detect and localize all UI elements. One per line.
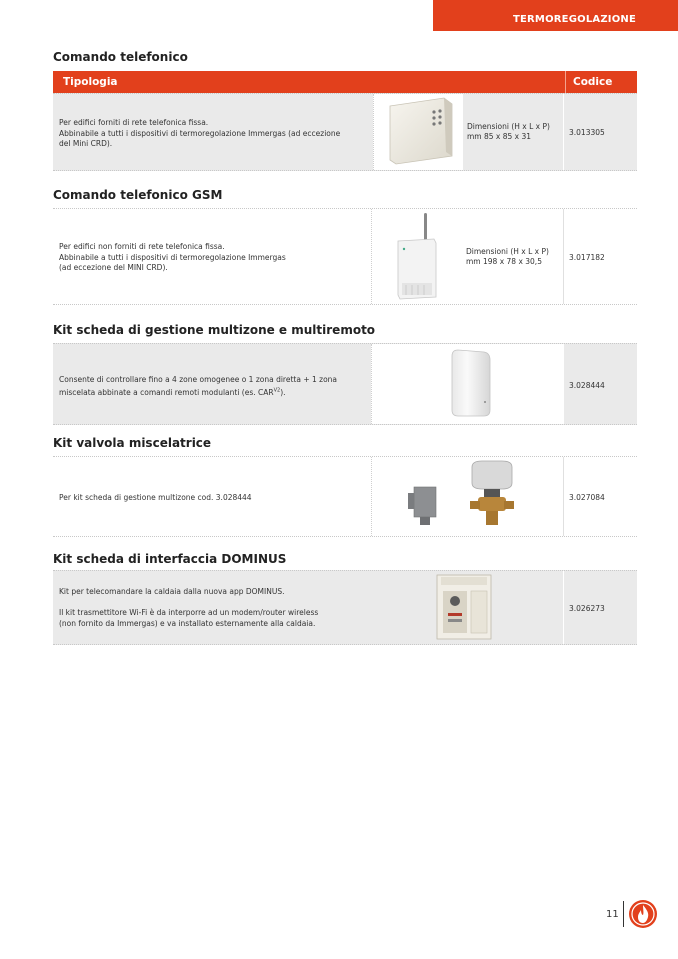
product-row-comando-gsm <box>53 208 637 305</box>
product-row-kit-valvola <box>53 456 637 537</box>
product-image-cell <box>371 344 563 424</box>
product-code: 3.027084 <box>569 493 605 502</box>
product-code: 3.026273 <box>569 604 605 613</box>
table-header <box>53 71 637 93</box>
product-description-text: Consente di controllare fino a 4 zone omogenee o 1 zona diretta + 1 zona miscelata abbinate a comandi remoti modulanti (es. $CAR^{V2}$). <box>59 375 338 397</box>
header-divider <box>565 71 566 93</box>
product-description: Kit per telecomandare la caldaia dalla nuova app DOMINUS. Il kit trasmettitore Wi-Fi è da interporre ad un modem/router wireless (non fornito da Immergas) e va installato esternamente alla caldaia. <box>59 587 319 628</box>
product-image-cell <box>371 571 563 644</box>
product-description: Per edifici forniti di rete telefonica fissa. Abbinabile a tutti i dispositivi di termoregolazione Immergas (ad eccezione del Mini CRD). <box>59 118 341 148</box>
header-tipologia: Tipologia <box>63 76 118 88</box>
product-description: Per edifici non forniti di rete telefonica fissa. Abbinabile a tutti i dispositivi di termoregolazione Immergas (ad eccezione del MINI CRD). <box>59 242 286 272</box>
header-codice: Codice <box>573 76 613 88</box>
column-divider <box>563 94 564 170</box>
page-number: 11 <box>606 909 619 920</box>
footer-divider <box>623 901 624 927</box>
dominus-interface-board-image <box>371 571 563 644</box>
column-divider <box>563 457 564 536</box>
product-code: 3.017182 <box>569 253 605 262</box>
column-divider <box>563 209 564 304</box>
category-label: TERMOREGOLAZIONE <box>512 14 636 25</box>
category-banner <box>433 0 678 31</box>
product-image-cell <box>371 457 563 536</box>
multizone-board-image <box>372 344 564 424</box>
product-row-kit-dominus <box>53 570 637 645</box>
immergas-flame-logo-icon <box>628 899 658 929</box>
product-image-cell <box>373 94 463 170</box>
product-dimensions: Dimensioni (H x L x P) mm 198 x 78 x 30,5 <box>466 247 549 266</box>
gsm-control-device-image <box>372 209 462 304</box>
product-row-kit-multizone <box>53 343 637 425</box>
product-image-cell <box>371 209 461 304</box>
section-title-kit-dominus: Kit scheda di interfaccia DOMINUS <box>53 552 287 566</box>
product-description: Per kit scheda di gestione multizone cod. 3.028444 <box>59 493 252 502</box>
product-row-comando-telefonico <box>53 93 637 171</box>
product-description <box>59 375 337 399</box>
telephone-control-device-image <box>374 94 464 170</box>
product-code: 3.013305 <box>569 128 605 137</box>
column-divider <box>563 344 564 424</box>
product-code: 3.028444 <box>569 381 605 390</box>
section-title-kit-multizone: Kit scheda di gestione multizone e multiremoto <box>53 323 376 337</box>
column-divider <box>563 571 564 644</box>
section-title-comando-gsm: Comando telefonico GSM <box>53 188 223 202</box>
mixing-valve-image <box>372 457 564 536</box>
section-title-comando-telefonico: Comando telefonico <box>53 50 188 64</box>
section-title-kit-valvola: Kit valvola miscelatrice <box>53 436 212 450</box>
product-dimensions: Dimensioni (H x L x P) mm 85 x 85 x 31 <box>467 122 550 141</box>
